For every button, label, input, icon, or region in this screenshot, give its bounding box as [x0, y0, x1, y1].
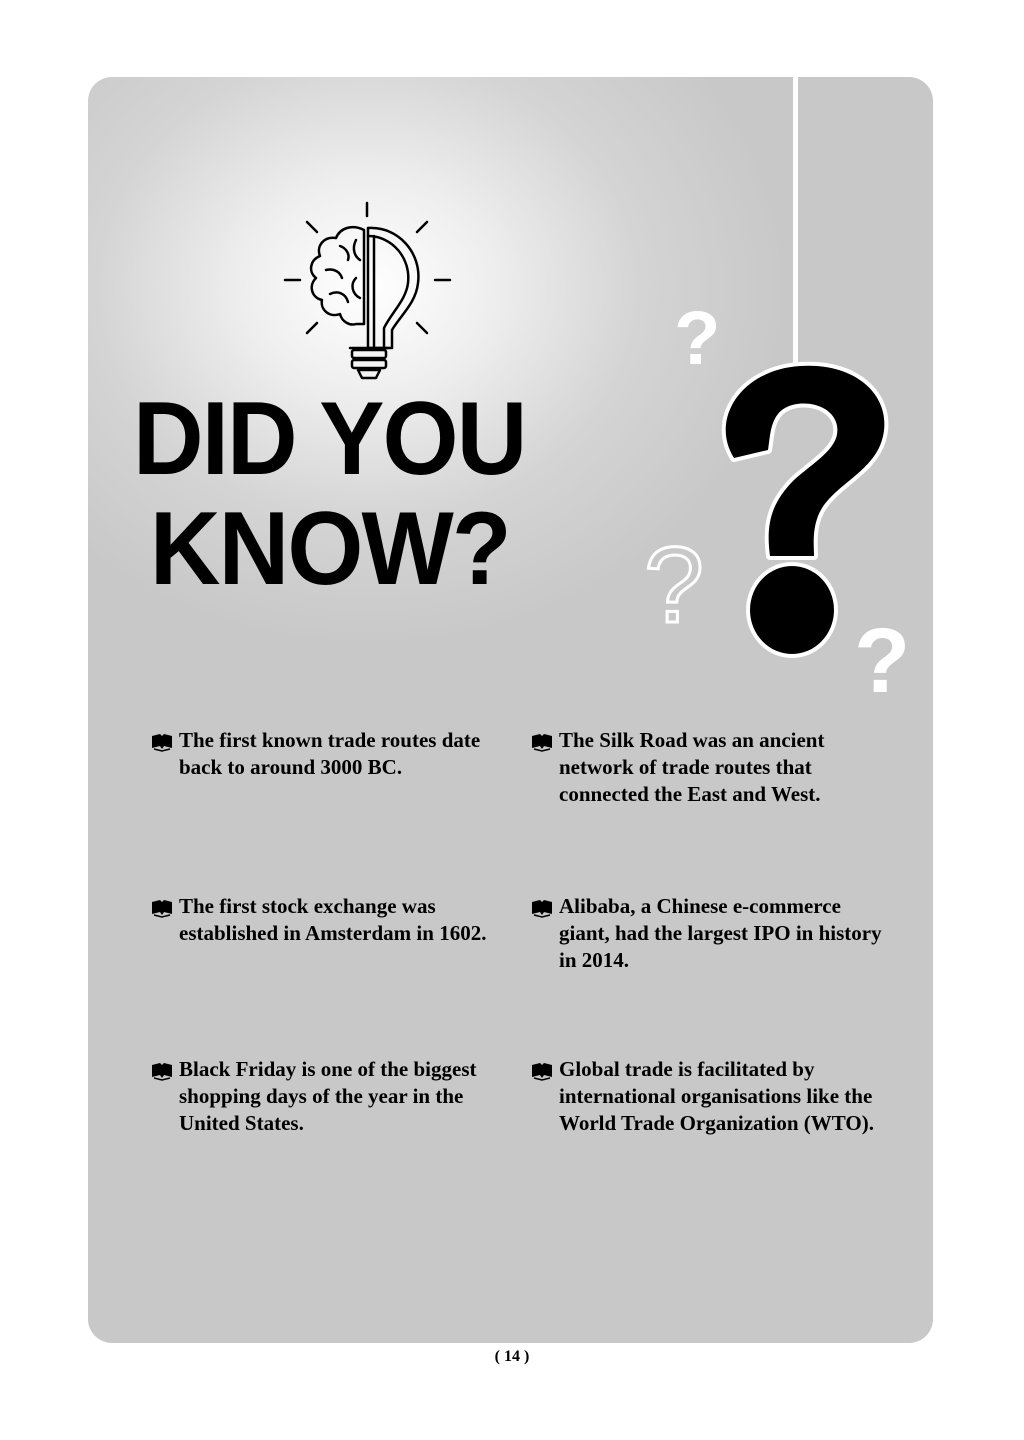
svg-text:?: ? [854, 610, 911, 710]
page-number: ( 14 ) [494, 1348, 530, 1365]
title-line-1: DID YOU [133, 381, 526, 497]
book-bullet-icon [531, 1061, 553, 1081]
fact-text: The first stock exchange was established in Amsterdam in 1602. [179, 894, 487, 945]
fact-item-2 [559, 727, 889, 808]
fact-text: The first known trade routes date back to around 3000 BC. [179, 728, 481, 779]
fact-item-4 [559, 893, 889, 974]
book-bullet-icon [151, 898, 173, 918]
book-bullet-icon [531, 898, 553, 918]
question-mark-icon [630, 290, 930, 710]
fact-text: Global trade is facilitated by international organisations like the World Trade Organization (WTO). [559, 1057, 875, 1135]
did-you-know-panel [88, 77, 933, 1343]
fact-text: Alibaba, a Chinese e-commerce giant, had the largest IPO in history in 2014. [559, 894, 882, 972]
title-line-2: KNOW? [149, 491, 510, 607]
book-bullet-icon [151, 732, 173, 752]
page-title [133, 381, 526, 607]
brain-lightbulb-icon [280, 198, 455, 383]
fact-text: Black Friday is one of the biggest shopping days of the year in the United States. [179, 1057, 477, 1135]
book-bullet-icon [531, 732, 553, 752]
fact-item-1 [179, 727, 509, 781]
svg-text:?: ? [674, 296, 721, 381]
fact-text: The Silk Road was an ancient network of trade routes that connected the East and West. [559, 728, 825, 806]
book-bullet-icon [151, 1061, 173, 1081]
fact-item-5 [179, 1056, 509, 1137]
fact-item-6 [559, 1056, 889, 1137]
svg-text:?: ? [644, 524, 705, 645]
fact-item-3 [179, 893, 509, 947]
